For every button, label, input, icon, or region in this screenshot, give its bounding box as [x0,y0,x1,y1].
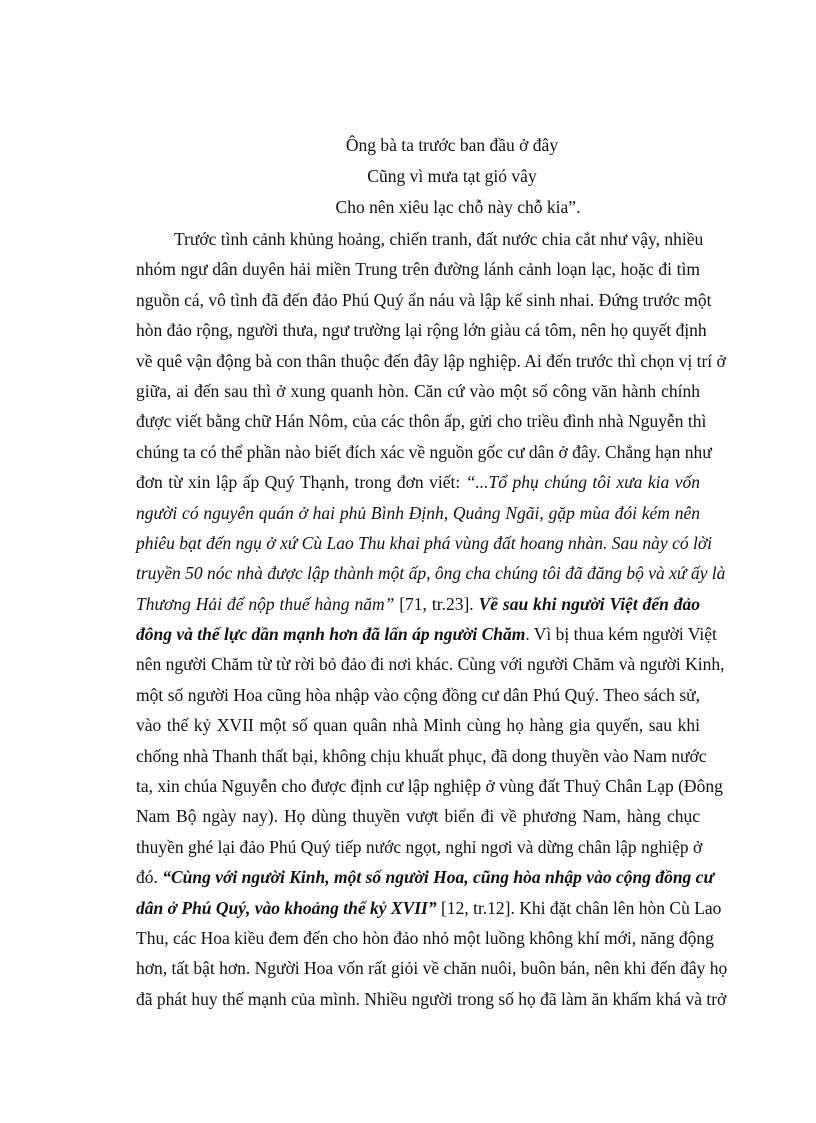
paragraph-text: hòn đảo rộng, người thưa, ngư trường lại rộng lớn giàu cá tôm, nên họ quyết định [136,320,707,341]
paragraph-line [136,619,717,649]
paragraph-text: giữa, ai đến sau thì ở xung quanh hòn. Căn cứ vào một số công văn hành chính [136,380,700,401]
paragraph-line [136,528,713,558]
paragraph-text: hơn, tất bật hơn. Người Hoa vốn rất giỏi về chăn nuôi, buôn bán, nên khi đến đây họ [136,958,728,979]
paragraph-text: về quê vận động bà con thân thuộc đến đây lập nghiệp. Ai đến trước thì chọn vị trí ở [136,350,726,371]
paragraph-text: được viết bằng chữ Hán Nôm, của các thôn ấp, gửi cho triều đình nhà Nguyễn thì [136,411,707,432]
bold-italic-text: dân ở Phú Quý, vào khoảng thế kỷ XVII” [136,897,437,918]
paragraph-line [136,893,722,923]
paragraph-line [136,923,714,953]
italic-quote-text: phiêu bạt đến ngụ ở xứ Cù Lao Thu khai phá vùng đất hoang nhàn. Sau này có lời [136,532,713,553]
paragraph-line [136,254,700,284]
verse-line-3: Cho nên xiêu lạc chỗ này chỗ kia”. [335,197,581,217]
paragraph-line [136,589,700,619]
paragraph-line [136,406,707,436]
paragraph-line [136,771,723,801]
paragraph-text: Thu, các Hoa kiều đem đến cho hòn đảo nhỏ một luồng không khí mới, năng động [136,927,714,948]
paragraph-text: ta, xin chúa Nguyễn cho được định cư lập nghiệp ở vùng đất Thuỷ Chân Lạp (Đông [136,776,723,797]
paragraph-text: nên người Chăm từ từ rời bỏ đảo đi nơi khác. Cùng với người Chăm và người Kinh, [136,654,725,675]
paragraph-text: Trước tình cảnh khủng hoảng, chiến tranh, đất nước chia cắt như vậy, nhiều [174,229,704,249]
paragraph-line [136,467,700,497]
paragraph-text: . Vì bị thua kém người Việt [525,624,717,645]
italic-quote-text: truyền 50 nóc nhà được lập thành một ấp, ông cha chúng tôi đã đăng bộ và xứ ấy là [136,563,726,584]
paragraph-line [136,710,700,740]
paragraph-line [136,862,714,892]
paragraph-text: một số người Hoa cũng hòa nhập vào cộng đồng cư dân Phú Quý. Theo sách sử, [136,684,700,705]
paragraph-text: [71, tr.23]. [394,593,479,614]
bold-italic-text: Về sau khi người Việt đến đảo [478,593,700,614]
bold-italic-text: đông và thế lực dần mạnh hơn đã lấn áp người Chăm [136,624,526,645]
paragraph-text: đó. [136,867,163,888]
paragraph-line [136,315,707,345]
paragraph-line [136,801,700,831]
paragraph-line [136,649,725,679]
italic-quote-text: Thương Hải để nộp thuế hàng năm” [136,593,395,614]
body-paragraph [136,224,728,1014]
bold-italic-text: “Cùng với người Kinh, một số người Hoa, cũng hòa nhập vào cộng đồng cư [162,867,714,888]
paragraph-line [136,953,728,983]
verse-line-1: Ông bà ta trước ban đầu ở đây [345,135,559,155]
paragraph-line [136,285,712,315]
italic-quote-text: người có nguyên quán ở hai phủ Bình Định, Quảng Ngãi, gặp mùa đói kém nên [136,502,700,523]
paragraph-text: nhóm ngư dân duyên hải miền Trung trên đường lánh cảnh loạn lạc, hoặc đi tìm [136,259,700,280]
paragraph-line [136,741,707,771]
paragraph-line [136,498,700,528]
italic-quote-text: “...Tổ phụ chúng tôi xưa kia vốn [465,472,700,493]
paragraph-line [136,984,727,1014]
paragraph-text: chống nhà Thanh thất bại, không chịu khuất phục, đã dong thuyền vào Nam nước [136,745,707,766]
paragraph-text: thuyền ghé lại đảo Phú Quý tiếp nước ngọt, nghỉ ngơi và dừng chân lập nghiệp ở [136,836,703,857]
paragraph-text: đã phát huy thế mạnh của mình. Nhiều người trong số họ đã làm ăn khấm khá và trở [136,988,727,1009]
paragraph-line [136,224,704,254]
paragraph-text: nguồn cá, vô tình đã đến đảo Phú Quý ẩn náu và lập kế sinh nhai. Đứng trước một [136,289,712,310]
verse-line-2: Cũng vì mưa tạt gió vây [367,166,537,186]
paragraph-line [136,558,726,588]
paragraph-line [136,376,700,406]
paragraph-text: chúng ta có thể phần nào biết đích xác về nguồn gốc cư dân ở đây. Chẳng hạn như [136,441,712,462]
paragraph-text: Nam Bộ ngày nay). Họ dùng thuyền vượt biển đi về phương Nam, hàng chục [136,806,700,827]
paragraph-text: vào thế kỷ XVII một số quan quân nhà Minh cùng họ hàng gia quyến, sau khi [136,715,700,736]
paragraph-text: [12, tr.12]. Khi đặt chân lên hòn Cù Lao [436,897,722,918]
paragraph-line [136,437,712,467]
paragraph-line [136,680,700,710]
paragraph-line [136,346,726,376]
paragraph-line [136,832,703,862]
paragraph-text: đơn từ xin lập ấp Quý Thạnh, trong đơn viết: [136,472,466,493]
verse-block [0,130,816,223]
